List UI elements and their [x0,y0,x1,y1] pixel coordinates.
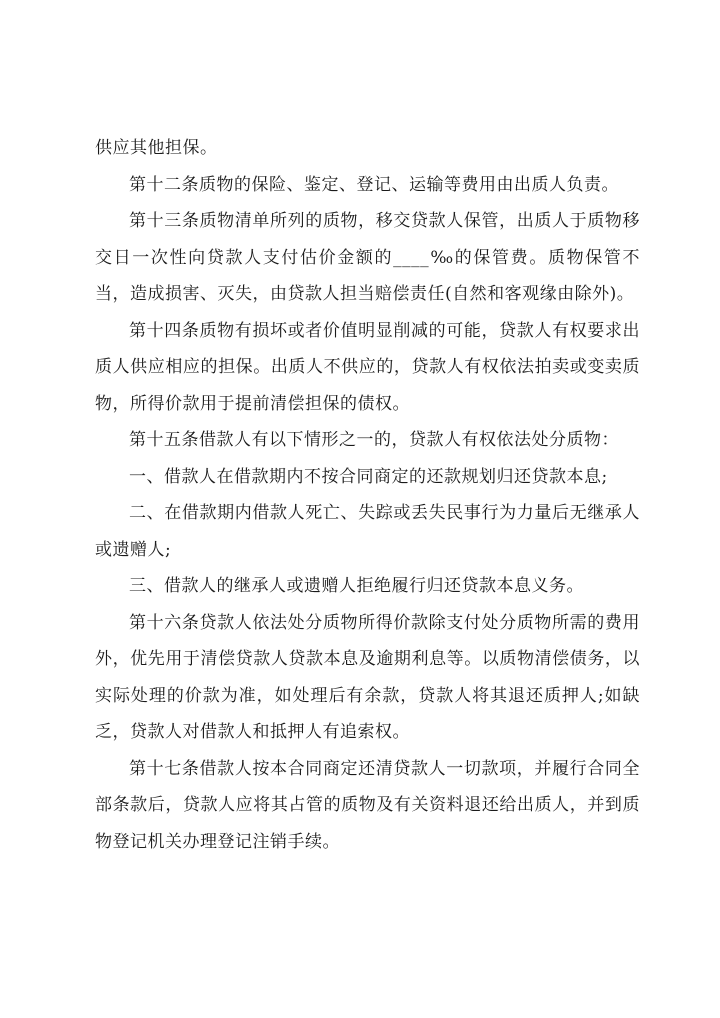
paragraph-article-16: 第十六条贷款人依法处分质物所得价款除支付处分质物所需的费用外，优先用于清偿贷款人贷款本息及逾期利息等。以质物清偿债务，以实际处理的价款为准，如处理后有余款，贷款人将其退还质押人;如缺乏，贷款人对借款人和抵押人有追索权。 [95,612,640,742]
paragraph-article-12: 第十二条质物的保险、鉴定、登记、运输等费用由出质人负责。 [129,174,619,195]
paragraph-item-2: 二、在借款期内借款人死亡、失踪或丢失民事行为力量后无继承人或遗赠人; [95,503,640,560]
paragraph-continuation: 供应其他担保。 [95,138,218,158]
paragraph-article-15: 第十五条借款人有以下情形之一的，贷款人有权依法处分质物： [129,430,619,450]
paragraph-article-13: 第十三条质物清单所列的质物，移交贷款人保管，出质人于质物移交日一次性向贷款人支付估价金额的____‰的保管费。质物保管不当，造成损害、灭失，由贷款人担当赔偿责任(自然和客观缘由除外)。 [95,211,640,304]
paragraph-item-3: 三、借款人的继承人或遗赠人拒绝履行归还贷款本息义务。 [129,576,584,596]
paragraph-article-17: 第十七条借款人按本合同商定还清贷款人一切款项，并履行合同全部条款后，贷款人应将其占管的质物及有关资料退还给出质人，并到质物登记机关办理登记注销手续。 [95,758,640,852]
paragraph-article-14: 第十四条质物有损坏或者价值明显削减的可能，贷款人有权要求出质人供应相应的担保。出质人不供应的，贷款人有权依法拍卖或变卖质物，所得价款用于提前清偿担保的债权。 [95,320,640,414]
paragraph-item-1: 一、借款人在借款期内不按合同商定的还款规划归还贷款本息; [129,466,608,487]
document-body [95,130,640,860]
